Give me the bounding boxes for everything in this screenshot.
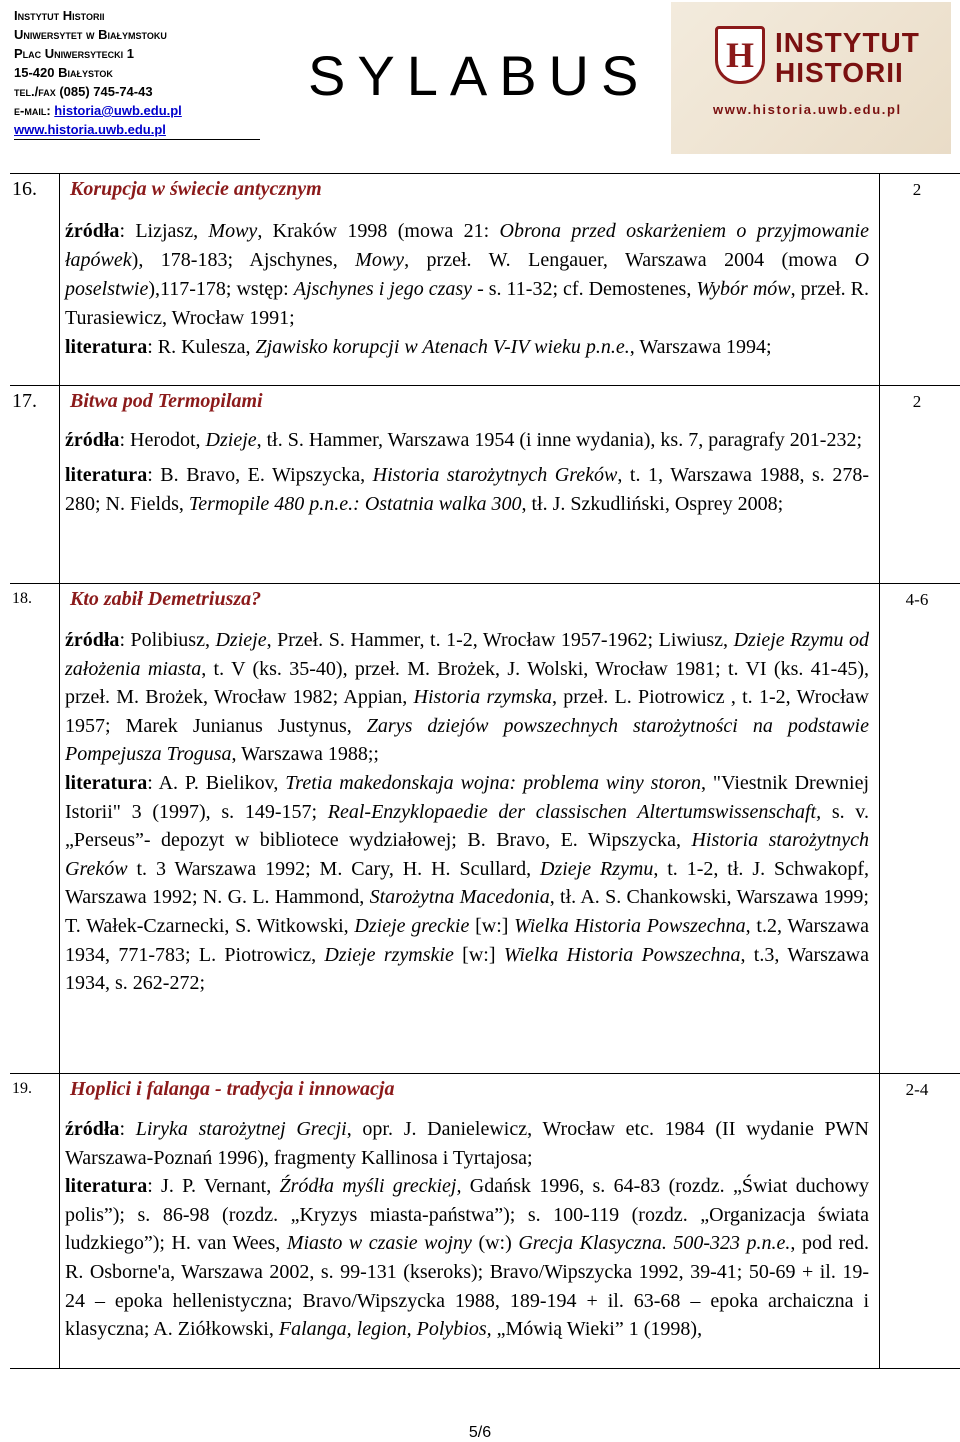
topic-content [65, 1115, 869, 1344]
university-name: Uniwersytet w Białymstoku [14, 27, 167, 42]
title-run: Ajschynes i jego czasy [293, 278, 473, 300]
text-run: , t. 1, Warszawa 1988, s. 278-280; N. Fields, [65, 464, 869, 515]
column-divider [59, 584, 60, 1073]
topic-number: 18. [12, 590, 32, 607]
text-run: : Herodot, [119, 429, 206, 451]
literature-label: literatura [65, 771, 148, 794]
title-run: Termopile 480 p.n.e.: Ostatnia walka 300 [188, 493, 522, 515]
topic-title: Kto zabił Demetriusza? [70, 588, 262, 610]
table-row [10, 386, 960, 584]
column-divider [59, 174, 60, 385]
column-divider [879, 584, 880, 1073]
sources-label: źródła [65, 629, 120, 651]
title-run: Wielka Historia Powszechna [503, 943, 741, 966]
logo-url: www.historia.uwb.edu.pl [713, 102, 902, 117]
table-row [10, 584, 960, 1074]
text-run: , tł. J. Szkudliński, Osprey 2008; [521, 493, 784, 515]
sources-paragraph [65, 1115, 869, 1172]
title-run: Falanga, legion, Polybios, [278, 1318, 492, 1341]
title-run: O poselstwie [65, 249, 870, 300]
topic-hours: 2-4 [905, 1080, 929, 1099]
literature-paragraph [65, 461, 869, 519]
sources-paragraph [65, 626, 869, 769]
institute-name: Instytut Historii [14, 8, 105, 23]
phone-fax: tel./fax (085) 745-74-43 [14, 84, 153, 99]
title-run: Zjawisko korupcji w Atenach V-IV wieku p.n.e. [255, 336, 630, 358]
syllabus-table [10, 173, 960, 1369]
text-run: , pod red. R. Osborne'a, Warszawa 2002, s. 99-131 (kseroks); Bravo/Wipszycka 1992, 39-41; 50-69 + il. 19-24 – epoka hellenistyczna; Bravo/Wipszycka 1988, 189-194 + il. 63-68 – epoka archaiczna i klasyczna; A. Ziółkowski, [65, 1232, 869, 1341]
text-run: , opr. J. Danielewicz, Wrocław etc. 1984 (II wydanie PWN Warszawa-Poznań 1996), fragmenty Kallinosa i Tyrtajosa; [65, 1118, 869, 1169]
text-run: , tł. A. S. Chankowski, Warszawa 1999; T. Wałek-Czarnecki, S. Witkowski, [65, 886, 869, 937]
column-divider [879, 1074, 880, 1368]
title-run: Wybór mów [696, 278, 791, 300]
topic-number: 16. [12, 178, 37, 200]
sources-paragraph [65, 426, 869, 455]
header-divider [14, 139, 260, 140]
postal-city: 15-420 Białystok [14, 65, 113, 80]
text-run: t. 3 Warszawa 1992; M. Cary, H. H. Scullard, [127, 857, 541, 880]
title-run: Real-Enzyklopaedie der classischen Altertumswissenschaft, [327, 800, 822, 823]
topic-hours: 4-6 [905, 590, 929, 609]
topic-number: 19. [12, 1080, 32, 1097]
text-run: , Warszawa 1988;; [231, 743, 379, 766]
title-run: Historia rzymska [413, 686, 552, 709]
text-run: : Polibiusz, [119, 629, 216, 651]
topic-number: 17. [12, 390, 37, 412]
literature-paragraph [65, 333, 869, 362]
emblem-letter: H [725, 35, 754, 75]
website-link[interactable]: www.historia.uwb.edu.pl [14, 122, 166, 137]
topic-content [65, 426, 869, 519]
title-run: Dzieje [215, 629, 267, 651]
institute-contact-block [14, 6, 264, 139]
topic-hours: 2 [912, 180, 922, 199]
topic-title: Bitwa pod Termopilami [70, 390, 263, 412]
text-run: , Kraków 1998 (mowa 21: [257, 220, 500, 242]
text-run: , Warszawa 1994; [629, 336, 772, 358]
logo-word-historii: HISTORII [775, 57, 904, 88]
table-row [10, 174, 960, 386]
text-run: , t. 1-2, tł. J. Schwakopf, Warszawa 1992; N. G. L. Hammond, [65, 857, 869, 909]
text-run: - s. 11-32; cf. Demostenes, [472, 278, 697, 300]
column-divider [879, 386, 880, 583]
literature-paragraph [65, 1172, 869, 1344]
institute-logo [671, 2, 951, 154]
column-divider [59, 386, 60, 583]
topic-title: Korupcja w świecie antycznym [70, 178, 322, 200]
sources-paragraph [65, 217, 869, 333]
text-run: ), 178-183; Ajschynes, [131, 249, 356, 271]
title-run: Dzieje greckie [354, 914, 470, 937]
title-run: Mowy [355, 249, 405, 271]
page-number: 5/6 [468, 1424, 492, 1441]
title-run: Źródła myśli greckiej, [279, 1175, 462, 1198]
text-run: , t.2, Warszawa 1934, 771-783; L. Piotrowicz, [65, 914, 870, 966]
text-run: , Przeł. S. Hammer, t. 1-2, Wrocław 1957-1962; Liwiusz, [266, 629, 734, 651]
title-run: Dzieje Rzymu [540, 857, 654, 880]
text-run: : [119, 1118, 136, 1140]
title-run: Dzieje [205, 429, 257, 451]
email-line [14, 101, 264, 120]
title-run: Miasto w czasie wojny [286, 1232, 472, 1255]
literature-paragraph [65, 769, 869, 998]
title-run: Dzieje rzymskie [324, 943, 454, 966]
text-run: , t. V (ks. 35-40), przeł. M. Brożek, J. Wolski, Wrocław 1981; t. VI (ks. 41-45), przeł. M. Brożek, Wrocław 1982; Appian, [65, 657, 870, 709]
text-run: : A. P. Bielikov, [147, 771, 286, 794]
street-address: Plac Uniwersytecki 1 [14, 46, 135, 61]
title-run: Liryka starożytnej Grecji [135, 1118, 347, 1140]
text-run: , przeł. R. Turasiewicz, Wrocław 1991; [65, 278, 869, 329]
topic-hours: 2 [912, 392, 922, 411]
title-run: Mowy [208, 220, 258, 242]
text-run: „Mówią Wieki” 1 (1998), [491, 1318, 703, 1341]
text-run: Gdańsk 1996, s. 64-83 (rozdz. „Świat duchowy polis”); s. 86-98 (rozdz. „Kryzys miasta-państwa”); s. 100-119 (rozdz. „Organizacja świata ludzkiego”); H. van Wees, [65, 1175, 870, 1255]
logo-word-instytut: INSTYTUT [775, 27, 920, 58]
topic-content [65, 217, 869, 362]
text-run: , "Viestnik Drewniej Istorii" 3 (1997), s. 149-157; [65, 771, 869, 823]
title-run: Zarys dziejów powszechnych starożytności na podstawie Pompejusza Trogusa [65, 714, 869, 766]
literature-label: literatura [65, 464, 148, 486]
text-run: : B. Bravo, E. Wipszycka, [147, 464, 373, 486]
text-run: [w:] [453, 943, 504, 966]
topic-content [65, 626, 869, 998]
sources-label: źródła [65, 1118, 120, 1140]
text-run: : Lizjasz, [119, 220, 209, 242]
text-run: : R. Kulesza, [147, 336, 256, 358]
email-link[interactable]: historia@uwb.edu.pl [54, 103, 182, 118]
topic-title: Hoplici i falanga - tradycja i innowacja [70, 1078, 395, 1100]
title-run: Tretia makedonskaja wojna: problema winy storon [285, 771, 701, 794]
text-run: [w:] [469, 914, 515, 937]
literature-label: literatura [65, 1175, 148, 1198]
literature-label: literatura [65, 336, 148, 358]
text-run: s. v. „Perseus”- depozyt w bibliotece wydziałowej; B. Bravo, E. Wipszycka, [65, 800, 869, 852]
sources-label: źródła [65, 220, 120, 242]
column-divider [59, 1074, 60, 1368]
title-run: Dzieje Rzymu od założenia miasta [65, 629, 869, 680]
text-run: : J. P. Vernant, [147, 1175, 280, 1198]
table-row [10, 1074, 960, 1369]
column-divider [879, 174, 880, 385]
text-run: , przeł. W. Lengauer, Warszawa 2004 (mowa [404, 249, 855, 271]
text-run: ),117-178; wstęp: [148, 278, 294, 300]
text-run: , przeł. L. Piotrowicz , t. 1-2, Wrocław 1957; Marek Junianus Justynus, [65, 686, 869, 737]
page-title: SYLABUS [308, 44, 651, 107]
title-run: Starożytna Macedonia [369, 886, 550, 909]
title-run: Obrona przed oskarżeniem o przyjmowanie łapówek [65, 220, 869, 271]
title-run: Grecja Klasyczna. 500-323 p.n.e. [518, 1232, 791, 1255]
text-run: (w:) [471, 1232, 519, 1255]
sources-label: źródła [65, 429, 120, 451]
title-run: Historia starożytnych Greków [65, 829, 869, 880]
shield-emblem-icon [715, 26, 765, 84]
title-run: Historia starożytnych Greków [372, 464, 618, 486]
text-run: , t.3, Warszawa 1934, s. 262-272; [65, 943, 869, 995]
text-run: , tł. S. Hammer, Warszawa 1954 (i inne wydania), ks. 7, paragrafy 201-232; [256, 429, 863, 451]
title-run: Wielka Historia Powszechna [514, 914, 746, 937]
email-label: e-mail: [14, 103, 55, 118]
